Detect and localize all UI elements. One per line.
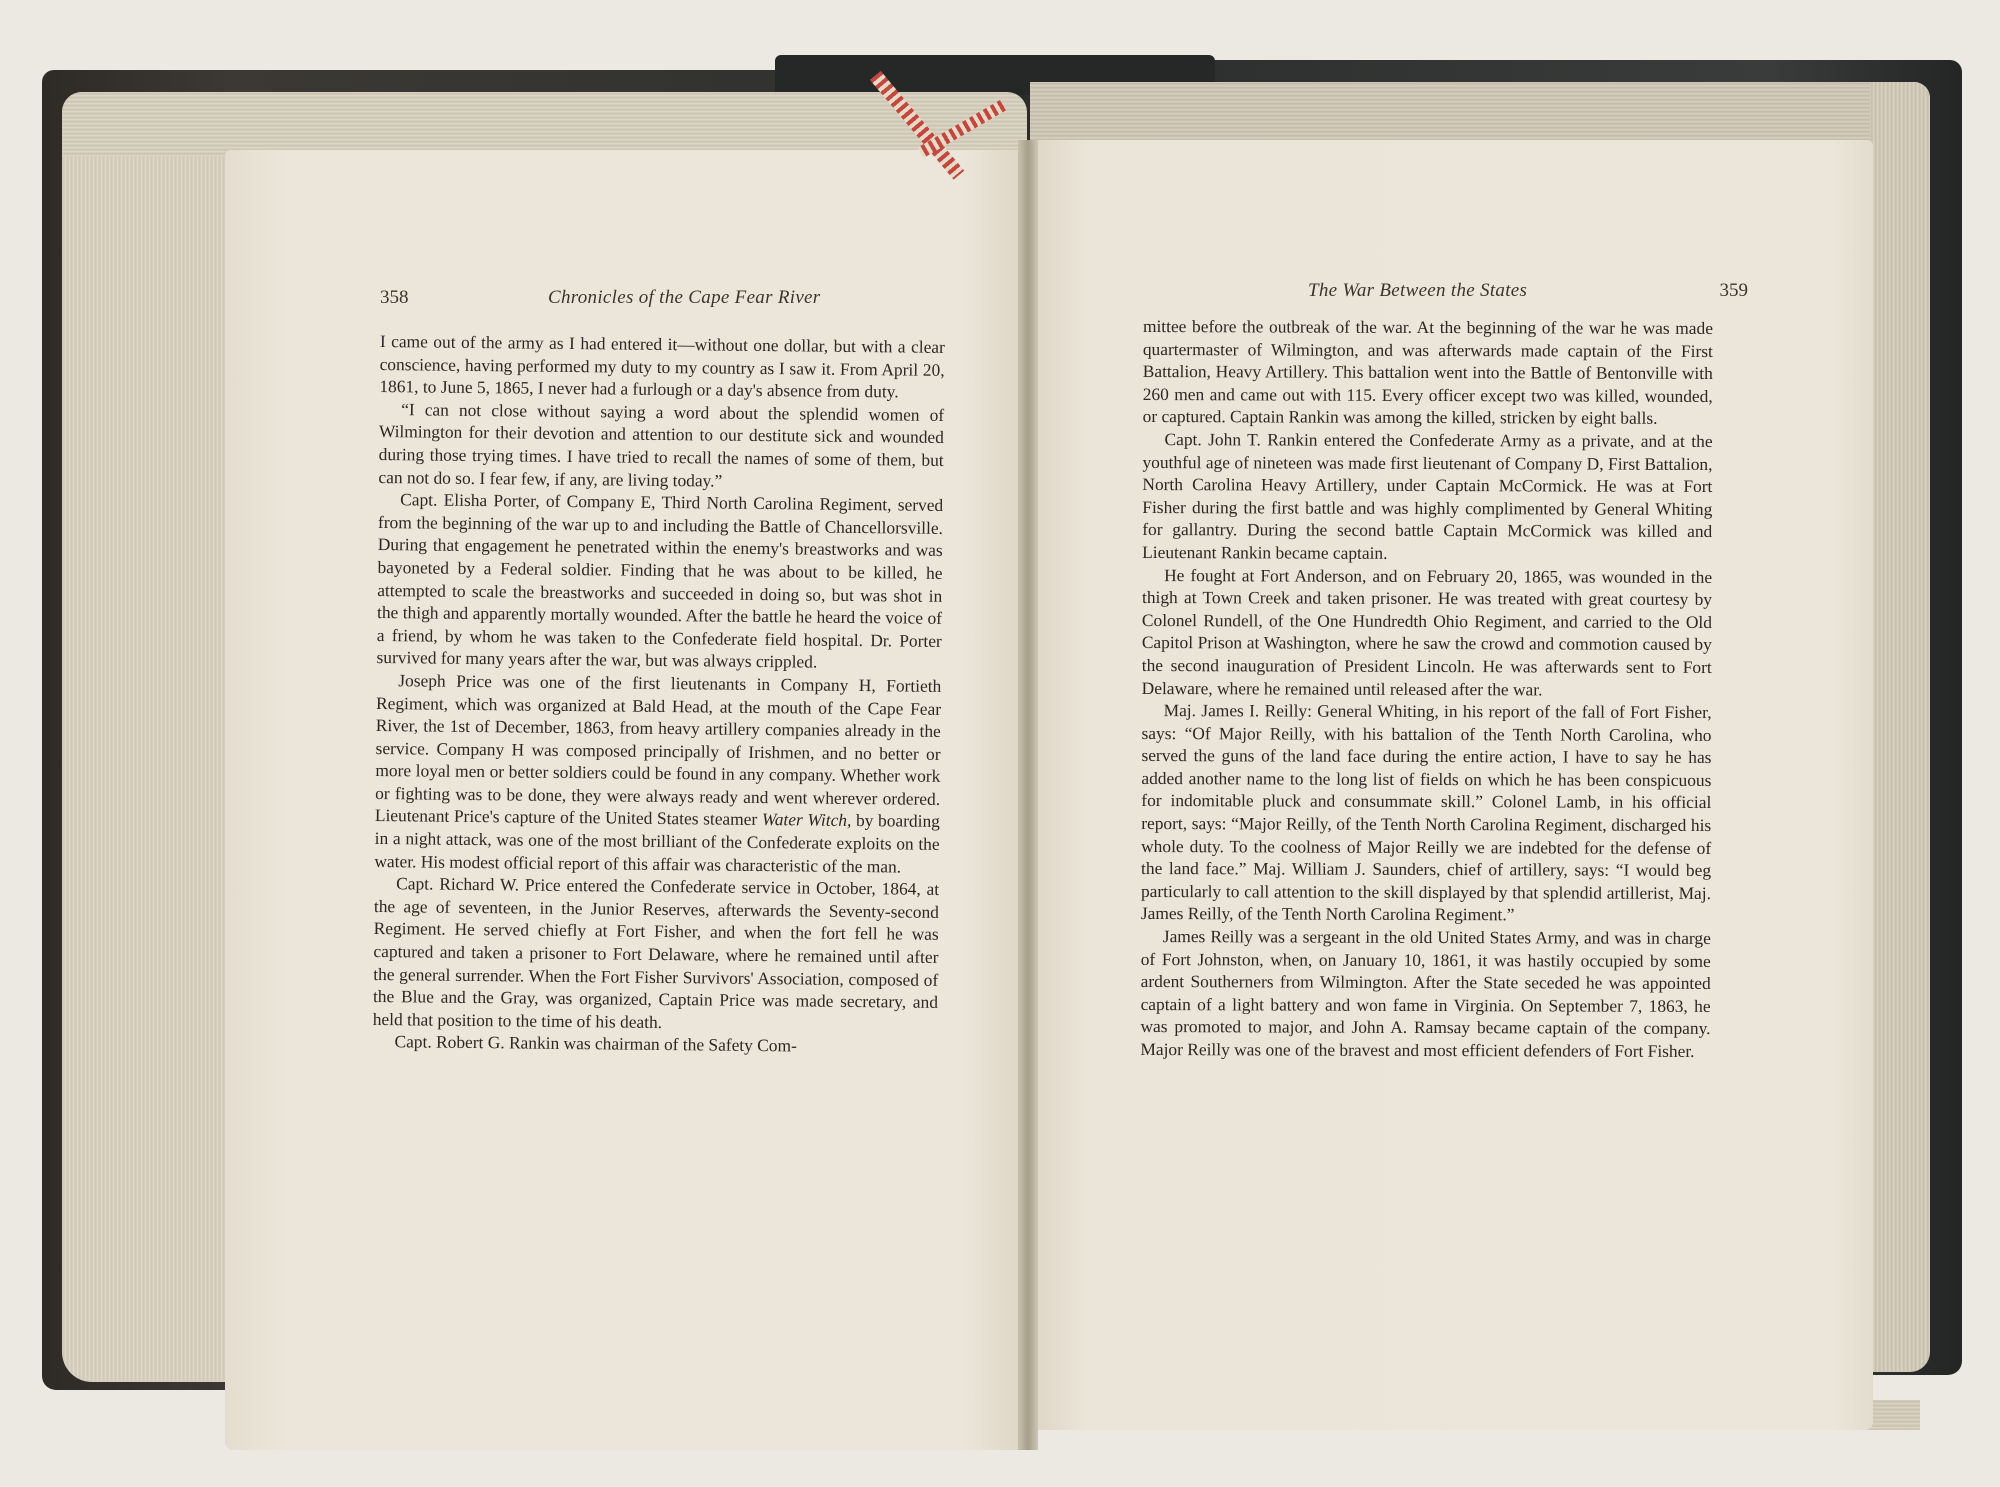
page-number: 359 xyxy=(1719,280,1748,301)
left-page-body xyxy=(372,330,945,1059)
right-page-header xyxy=(1308,280,1748,302)
paragraph: Capt. Elisha Porter, of Company E, Third North Carolina Regiment, served from the beginning of the war up to and including the Battle of Chancellorsville. During that engagement he penetrated within the enemy's breastworks and was bayoneted by a Federal soldier. Finding that he was about to be killed, he attempted to scale the breastworks and succeeded in doing so, but was shot in the thigh and apparently mortally wounded. After the battle he heard the voice of a friend, by whom he was taken to the Confederate field hospital. Dr. Porter survived for many years after the war, but was always crippled. xyxy=(376,489,944,672)
ship-name: Water Witch, xyxy=(761,809,852,831)
paragraph-text: Joseph Price was one of the first lieutenants in Company H, Fortieth Regiment, which was organized at Bald Head, at the mouth of the Cape Fear River, the 1st of December, 1863, from heavy artillery companies already in the service. Company H was composed principally of Irishmen, and no better or more loyal men or better soldiers could be found in any company. Whether work or fighting was to be done, they were always ready and went wherever ordered. Lieutenant Price's capture of the United States steamer xyxy=(374,670,942,830)
paragraph xyxy=(374,669,941,878)
running-title: The War Between the States xyxy=(1308,280,1528,301)
paragraph: Capt. John T. Rankin entered the Confederate Army as a private, and at the youthful age of nineteen was made first lieutenant of Company D, First Battalion, North Carolina Heavy Artillery, under Captain McCormick. He was at Fort Fisher during the first battle and was highly complimented by General Whiting for gallantry. During the second battle Captain McCormick was killed and Lieutenant Rankin became captain. xyxy=(1142,429,1713,563)
paragraph: I came out of the army as I had entered it—without one dollar, but with a clear conscience, having performed my duty to my country as I saw it. From April 20, 1861, to June 5, 1865, I never had a furlough or a day's absence from duty. xyxy=(379,330,945,402)
left-page-header xyxy=(380,287,940,309)
page-edges-top-left xyxy=(62,92,1027,156)
running-title: Chronicles of the Cape Fear River xyxy=(547,287,821,308)
paragraph-text-tail: by boarding in a night attack, was one of the most brilliant of the Confederate exploits on the water. His modest official report of this affair was characteristic of the man. xyxy=(374,810,941,877)
paragraph: He fought at Fort Anderson, and on February 20, 1865, was wounded in the thigh at Town Creek and taken prisoner. He was treated with great courtesy by Colonel Rundell, of the One Hundredth Ohio Regiment, and carried to the Old Capitol Prison at Washington, where he saw the crowd and commotion caused by the second inauguration of President Lincoln. He was afterwards sent to Fort Delaware, where he remained until released after the war. xyxy=(1141,564,1713,699)
paragraph: James Reilly was a sergeant in the old United States Army, and was in charge of Fort Johnston, when, on January 10, 1861, it was hastily occupied by some ardent Southerners from Wilmington. After the State seceded he was appointed captain of a light battery and won fame in Virginia. On September 7, 1863, he was promoted to major, and John A. Ramsay became captain of the company. Major Reilly was one of the bravest and most efficient defenders of Fort Fisher. xyxy=(1140,926,1711,1061)
paragraph: Capt. Robert G. Rankin was chairman of the Safety Com- xyxy=(394,1031,797,1056)
page-edges-left xyxy=(62,92,237,1382)
paragraph: “I can not close without saying a word about the splendid women of Wilmington for their devotion and attention to our destitute sick and wounded during those trying times. I have tried to recall the names of some of them, but can not do so. I fear few, if any, are living today.” xyxy=(378,399,945,491)
right-page-body xyxy=(1140,315,1713,1063)
page-edges-top-right xyxy=(1030,82,1930,142)
right-page xyxy=(1028,140,1873,1430)
page-number: 358 xyxy=(380,287,409,308)
book-gutter xyxy=(1018,140,1038,1450)
paragraph: Maj. James I. Reilly: General Whiting, in his report of the fall of Fort Fisher, says: “Of Major Reilly, with his battalion of the Tenth North Carolina, who served the guns of the land face during the entire action, I have to say he has added another name to the long list of fields on which he has been conspicuous for indomitable pluck and consummate skill.” Colonel Lamb, in his official report, says: “Major Reilly, of the Tenth North Carolina Regiment, discharged his whole duty. To the coolness of Major Reilly we are indebted for the defense of the land face.” Maj. William J. Saunders, chief of artillery, says: “I would beg particularly to call attention to the skill displayed by that splendid artillerist, Maj. James Reilly, of the Tenth North Carolina Regiment.” xyxy=(1140,700,1712,925)
left-page xyxy=(225,150,1025,1450)
paragraph: Capt. Richard W. Price entered the Confederate service in October, 1864, at the age of seventeen, in the Junior Reserves, afterwards the Seventy-second Regiment. He served chiefly at Fort Fisher, and when the fort fell he was captured and taken a prisoner to Fort Delaware, where he remained until after the general surrender. When the Fort Fisher Survivors' Association, composed of the Blue and the Gray, was organized, Captain Price was made secretary, and held that position to the time of his death. xyxy=(372,873,940,1032)
paragraph: mittee before the outbreak of the war. At the beginning of the war he was made quartermaster of Wilmington, and was afterwards made captain of the First Battalion, Heavy Artillery. This battalion went into the Battle of Bentonville with 260 men and came out with 115. Every officer except two was killed, wounded, or captured. Captain Rankin was among the killed, stricken by eight balls. xyxy=(1142,316,1713,429)
page-edges-right xyxy=(1870,82,1930,1372)
